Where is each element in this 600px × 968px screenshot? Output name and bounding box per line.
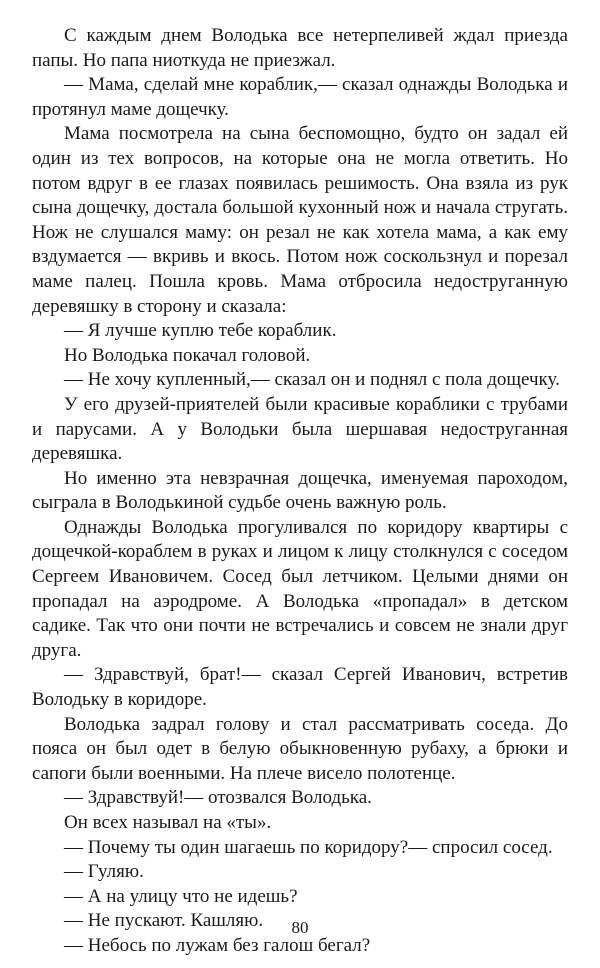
paragraph-1: С каждым днем Володька все нетерпеливей ждал приезда папы. Но папа ниоткуда не приезжал. [32, 25, 568, 71]
paragraph-15: — Гуляю. [64, 861, 144, 883]
page-number: 80 [291, 918, 309, 937]
paragraph-6: — Не хочу купленный,— сказал он и поднял с пола дощечку. [64, 369, 560, 391]
paragraph-4: — Я лучше куплю тебе кораблик. [64, 320, 337, 342]
paragraph-5: Но Володька покачал головой. [64, 344, 311, 366]
paragraph-2: — Мама, сделай мне кораблик,— сказал однажды Володька и протянул маме дощечку. [32, 74, 568, 120]
paragraph-10: — Здравствуй, брат!— сказал Сергей Иванович, встретив Володьку в коридоре. [32, 664, 568, 711]
paragraph-13: Он всех называл на «ты». [64, 812, 272, 833]
paragraph-11: Володька задрал голову и стал рассматривать соседа. До пояса он был одет в белую обыкновенную рубаху, а брюки и сапоги были военными. На плече висело полотенце. [32, 713, 568, 784]
paragraph-9: Однажды Володька прогуливался по коридору квартиры с дощечкой-кораблем в руках и лицом к лицу столкнулся с соседом Сергеем Ивановичем. Сосед был летчиком. Целыми днями он пропадал на аэродроме. А Володька «пропадал» в детском садике. Так что они почти не встречались и совсем не знали друг друга. [32, 516, 568, 661]
paragraph-7: У его друзей-приятелей были красивые кораблики с трубами и парусами. А у Володьки была шершавая недоструганная деревяшка. [32, 393, 568, 465]
paragraph-14: — Почему ты один шагаешь по коридору?— спросил сосед. [64, 836, 553, 858]
paragraph-18: — Небось по лужам без галош бегал? [64, 934, 371, 956]
paragraph-16: — А на улицу что не идешь? [64, 885, 298, 907]
paragraph-8: Но именно эта невзрачная дощечка, именуемая пароходом, сыграла в Володькиной судьбе очень важную роль. [32, 467, 568, 514]
paragraph-3: Мама посмотрела на сына беспомощно, будто он задал ей один из тех вопросов, на которые она не могла ответить. Но потом вдруг в ее глазах появилась решимость. Она взяла из рук сына дощечку, достала большой кухонный нож и начала стругать. Нож не слушался маму: он резал не как хотела мама, а как ему вздумается — вкривь и вкось. Потом нож соскользнул и порезал маме палец. Пошла кровь. Мама отбросила недоструганную деревяшку в сторону и сказала: [32, 123, 568, 317]
page-text [32, 24, 568, 959]
paragraph-17: — Не пускают. Кашляю. [64, 910, 264, 932]
paragraph-12: — Здравствуй!— отозвался Володька. [64, 787, 372, 809]
